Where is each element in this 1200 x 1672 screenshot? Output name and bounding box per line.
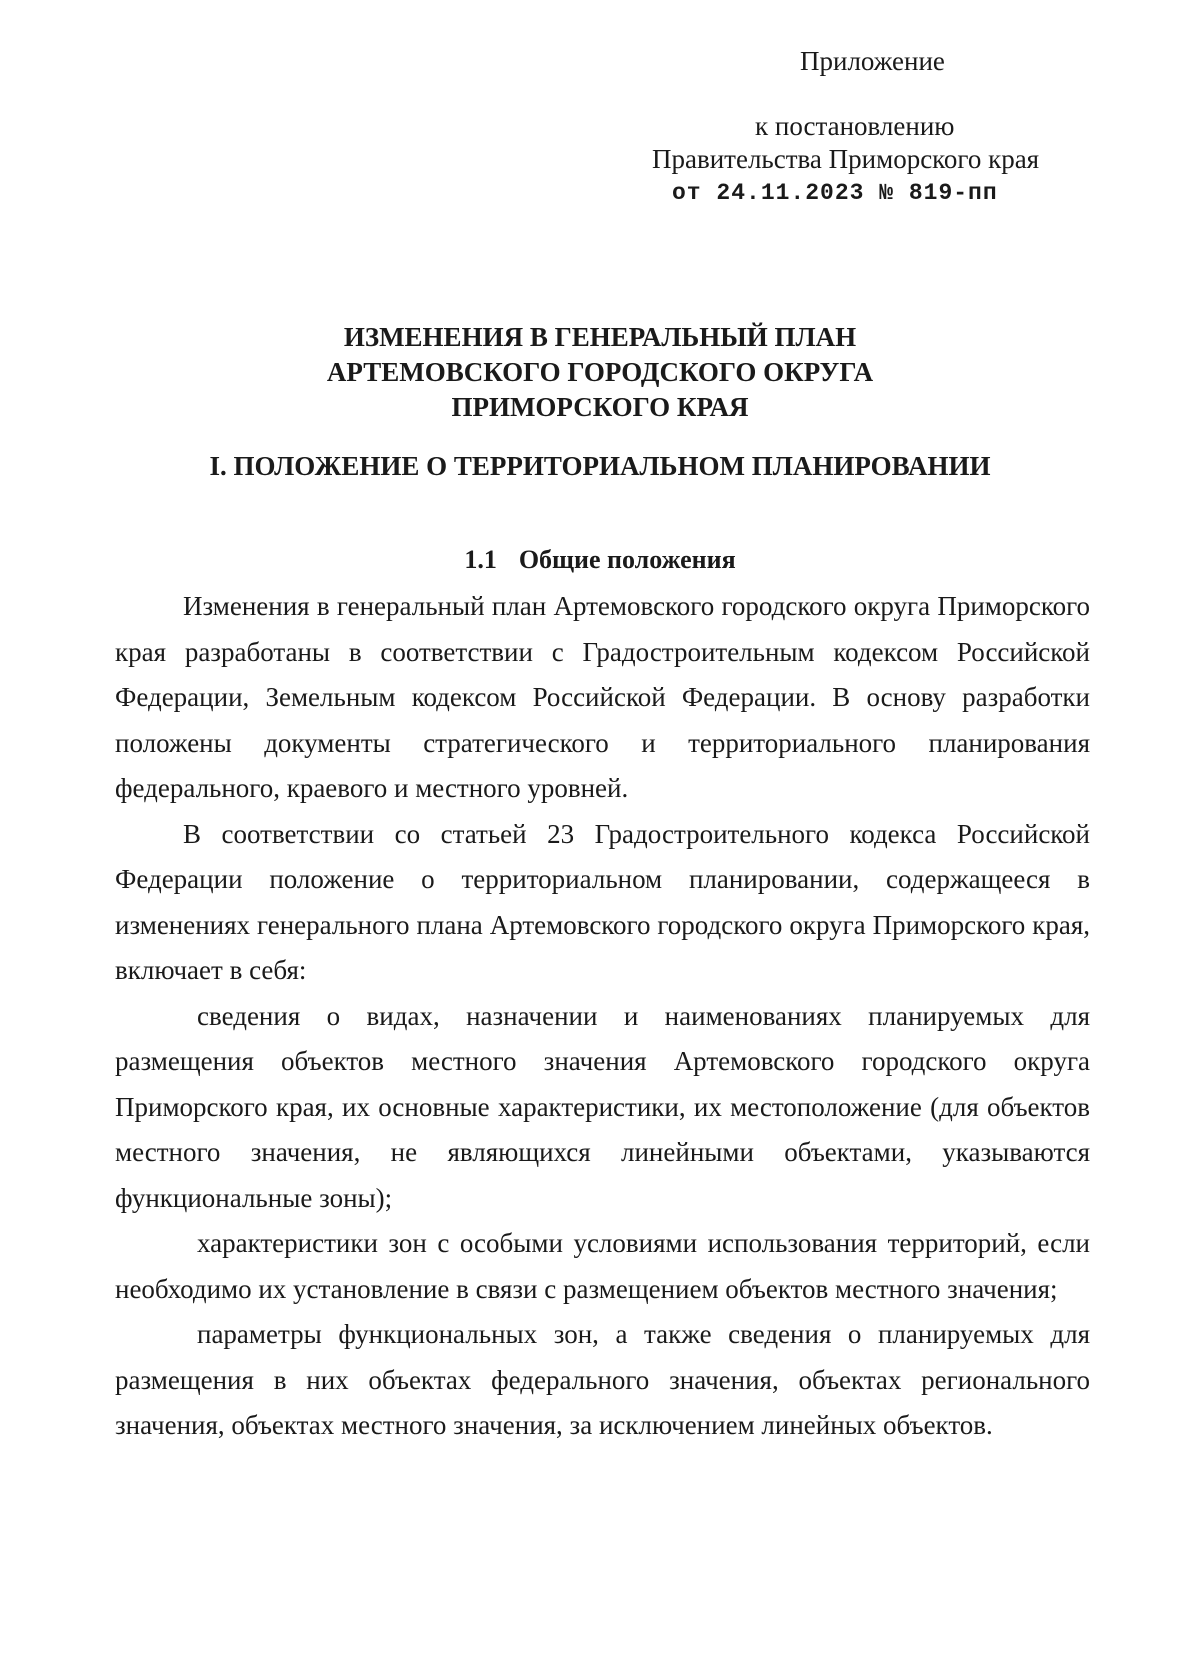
subsection-number: 1.1 [464, 545, 497, 574]
appendix-label: Приложение [800, 46, 945, 76]
paragraph-1: Изменения в генеральный план Артемовского городского округа Приморского края разработаны в соответствии с Градостроительным кодексом Российской Федерации, Земельным кодексом Российской Федерации. В основу разработки положены документы стратегического и территориального планирования федерального, краевого и местного уровней. [115, 591, 1090, 803]
paragraph-5: параметры функциональных зон, а также сведения о планируемых для размещения в них объектах федерального значения, объектах регионального значения, объектах местного значения, за исключением линейных объектов. [115, 1319, 1090, 1440]
paragraph-2: В соответствии со статьей 23 Градостроительного кодекса Российской Федерации положение о территориальном планировании, содержащееся в изменениях генерального плана Артемовского городского округа Приморского края, включает в себя: [115, 818, 1090, 985]
document-title-line-3: ПРИМОРСКОГО КРАЯ [451, 392, 749, 422]
document-title [0, 320, 1200, 425]
section-heading: I. ПОЛОЖЕНИЕ О ТЕРРИТОРИАЛЬНОМ ПЛАНИРОВАНИИ [209, 451, 991, 481]
appendix-to-resolution: к постановлению [755, 111, 955, 141]
document-title-line-1: ИЗМЕНЕНИЯ В ГЕНЕРАЛЬНЫЙ ПЛАН [343, 322, 857, 352]
paragraph-3: сведения о видах, назначении и наименованиях планируемых для размещения объектов местного значения Артемовского городского округа Приморского края, их основные характеристики, их местоположение (для объектов местного значения, не являющихся линейными объектами, указываются функциональные зоны); [115, 1000, 1090, 1213]
document-body [115, 584, 1090, 1449]
subsection-heading [0, 543, 1200, 577]
appendix-government: Правительства Приморского края [652, 144, 1040, 174]
resolution-number-stamp: от 24.11.2023 № 819-пп [672, 180, 998, 206]
paragraph-4: характеристики зон с особыми условиями использования территорий, если необходимо их установление в связи с размещением объектов местного значения; [115, 1228, 1090, 1304]
document-title-line-2: АРТЕМОВСКОГО ГОРОДСКОГО ОКРУГА [326, 357, 874, 387]
subsection-title-text: Общие положения [518, 545, 736, 574]
